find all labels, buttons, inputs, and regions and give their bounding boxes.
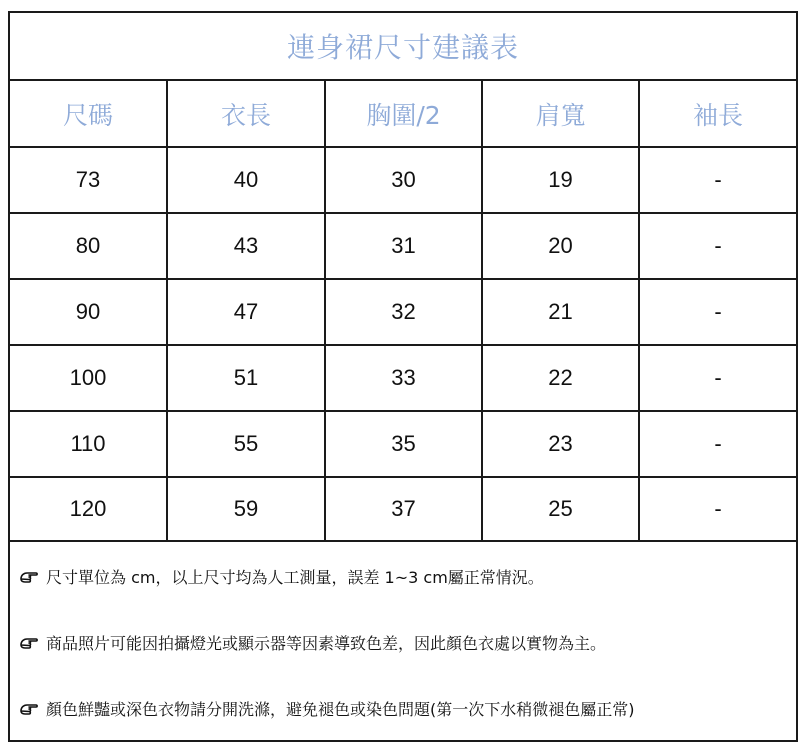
pointing-hand-icon	[18, 698, 40, 720]
header-half-chest: 胸圍/2	[325, 81, 482, 147]
note-item	[18, 697, 635, 720]
note-text: 顏色鮮豔或深色衣物請分開洗滌，避免褪色或染色問題(第一次下水稍微褪色屬正常)	[46, 700, 635, 719]
cell-sleeve: -	[639, 345, 796, 411]
cell-size: 100	[10, 345, 167, 411]
cell-sleeve: -	[639, 411, 796, 477]
note-item	[18, 631, 606, 654]
cell-half-chest: 33	[325, 345, 482, 411]
cell-size: 90	[10, 279, 167, 345]
table-row	[10, 411, 796, 477]
chart-title: 連身裙尺寸建議表	[10, 13, 796, 81]
cell-shoulder: 19	[482, 147, 639, 213]
note-text: 商品照片可能因拍攝燈光或顯示器等因素導致色差，因此顏色衣處以實物為主。	[46, 634, 607, 653]
table-row	[10, 477, 796, 541]
cell-shoulder: 23	[482, 411, 639, 477]
cell-length: 55	[167, 411, 325, 477]
header-row	[10, 81, 796, 147]
cell-length: 47	[167, 279, 325, 345]
pointing-hand-icon	[18, 632, 40, 654]
cell-shoulder: 22	[482, 345, 639, 411]
cell-size: 110	[10, 411, 167, 477]
notes-section	[10, 543, 796, 740]
table-row	[10, 345, 796, 411]
cell-shoulder: 21	[482, 279, 639, 345]
cell-length: 59	[167, 477, 325, 541]
cell-sleeve: -	[639, 477, 796, 541]
header-shoulder: 肩寬	[482, 81, 639, 147]
size-chart	[8, 11, 798, 742]
cell-length: 40	[167, 147, 325, 213]
cell-sleeve: -	[639, 213, 796, 279]
cell-half-chest: 37	[325, 477, 482, 541]
pointing-hand-icon	[18, 566, 40, 588]
header-length: 衣長	[167, 81, 325, 147]
table-row	[10, 213, 796, 279]
size-table	[10, 81, 796, 542]
header-size: 尺碼	[10, 81, 167, 147]
cell-size: 120	[10, 477, 167, 541]
cell-sleeve: -	[639, 147, 796, 213]
cell-half-chest: 31	[325, 213, 482, 279]
header-sleeve: 袖長	[639, 81, 796, 147]
cell-half-chest: 30	[325, 147, 482, 213]
note-text: 尺寸單位為 cm，以上尺寸均為人工測量，誤差 1~3 cm屬正常情況。	[46, 568, 544, 587]
cell-size: 80	[10, 213, 167, 279]
cell-shoulder: 25	[482, 477, 639, 541]
cell-length: 43	[167, 213, 325, 279]
cell-length: 51	[167, 345, 325, 411]
cell-size: 73	[10, 147, 167, 213]
cell-half-chest: 35	[325, 411, 482, 477]
table-row	[10, 279, 796, 345]
cell-shoulder: 20	[482, 213, 639, 279]
note-item	[18, 565, 544, 588]
cell-sleeve: -	[639, 279, 796, 345]
table-row	[10, 147, 796, 213]
cell-half-chest: 32	[325, 279, 482, 345]
